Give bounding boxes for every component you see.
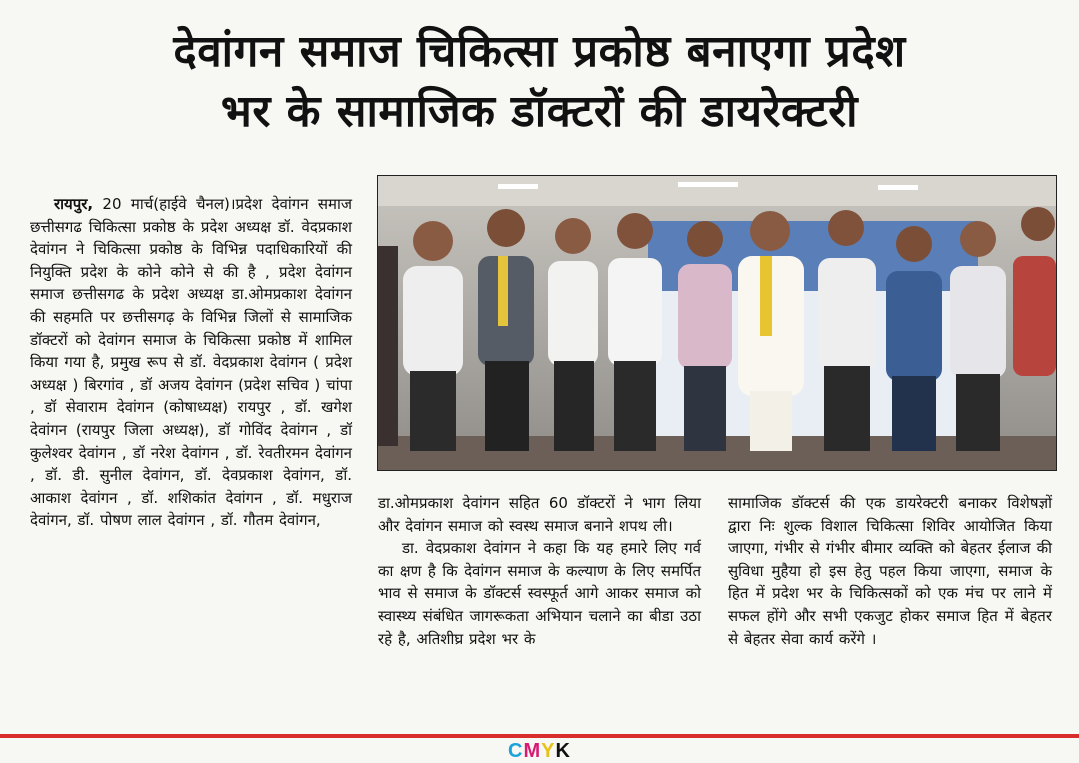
cmyk-registration-mark xyxy=(0,740,1079,763)
cmyk-y: Y xyxy=(541,740,556,762)
event-photo-illustration xyxy=(378,176,1056,470)
article-column-3 xyxy=(728,492,1052,650)
bottom-red-rule xyxy=(0,734,1079,738)
article-column-2-paragraph-1: डा.ओमप्रकाश देवांगन सहित 60 डॉक्टरों ने भाग लिया और देवांगन समाज को स्वस्थ समाज बनाने शपथ ली। xyxy=(378,494,701,535)
event-photo xyxy=(377,175,1057,471)
article-column-2 xyxy=(378,492,701,650)
headline xyxy=(0,22,1079,142)
dateline: रायपुर, xyxy=(54,195,94,213)
article-column-1 xyxy=(30,193,352,532)
article-column-1-text: 20 मार्च(हाईवे चैनल)।प्रदेश देवांगन समाज छत्तीसगढ चिकित्सा प्रकोष्ठ के प्रदेश अध्यक्ष डॉ. वेदप्रकाश देवांगन ने चिकित्सा प्रकोष्ठ के विभिन्न पदाधिकारियों की नियुक्ति प्रदेश के कोने कोने से की है , प्रदेश देवांगन समाज छत्तीसगढ के प्रदेश अध्यक्ष डा.ओमप्रकाश देवांगन की सहमति पर छत्तीसगढ़ के विभिन्न जिलों से सामाजिक डॉक्टरों को देवांगन समाज के चिकित्सा प्रकोष्ठ में शामिल किया गया है, प्रमुख रूप से डॉ. वेदप्रकाश देवांगन ( प्रदेश अध्यक्ष ) बिरगांव , डॉ अजय देवांगन (प्रदेश सचिव ) चांपा , डॉ सेवाराम देवांगन (कोषाध्यक्ष) रायपुर , डॉ. खगेश देवांगन (रायपुर जिला अध्यक्ष), डॉ गोविंद देवांगन , डॉ कुलेश्वर देवांगन , डॉ नरेश देवांगन , डॉ. रेवतीरमन देवांगन , डॉ. डी. सुनील देवांगन, डॉ. देवप्रकाश देवांगन, डॉ. आकाश देवांगन , डॉ. शशिकांत देवांगन , डॉ. मधुराज देवांगन, डॉ. पोषण लाल देवांगन , डॉ. गौतम देवांगन, xyxy=(30,195,352,530)
headline-line-2: भर के सामाजिक डॉक्टरों की डायरेक्टरी xyxy=(220,86,859,137)
article-column-2-paragraph-2: डा. वेदप्रकाश देवांगन ने कहा कि यह हमारे लिए गर्व का क्षण है कि देवांगन समाज के कल्याण के लिए समर्पित भाव से समाज के डॉक्टर्स स्वस्फूर्त आगे आकर समाज को स्वास्थ्य संबंधित जागरूकता अभियान चलाने का बीडा उठा रहे है, अतिशीघ्र प्रदेश भर के xyxy=(378,539,701,648)
cmyk-c: C xyxy=(508,740,524,762)
article-column-3-text: सामाजिक डॉक्टर्स की एक डायरेक्टरी बनाकर विशेषज्ञों द्वारा निः शुल्क विशाल चिकित्सा शिविर आयोजित किया जाएगा, गंभीर से गंभीर बीमार व्यक्ति को बेहतर ईलाज की सुविधा मुहैया हो इस हेतु पहल किया जाएगा, समाज के हित में प्रदेश भर के चिकित्सकों को एक मंच पर लाने में सफल होंगे और सभी एकजुट होकर समाज हित में बेहतर से बेहतर सेवा कार्य करेंगे । xyxy=(728,494,1052,648)
headline-line-1: देवांगन समाज चिकित्सा प्रकोष्ठ बनाएगा प्रदेश xyxy=(173,26,906,77)
cmyk-m: M xyxy=(523,740,542,762)
cmyk-k: K xyxy=(555,740,571,762)
